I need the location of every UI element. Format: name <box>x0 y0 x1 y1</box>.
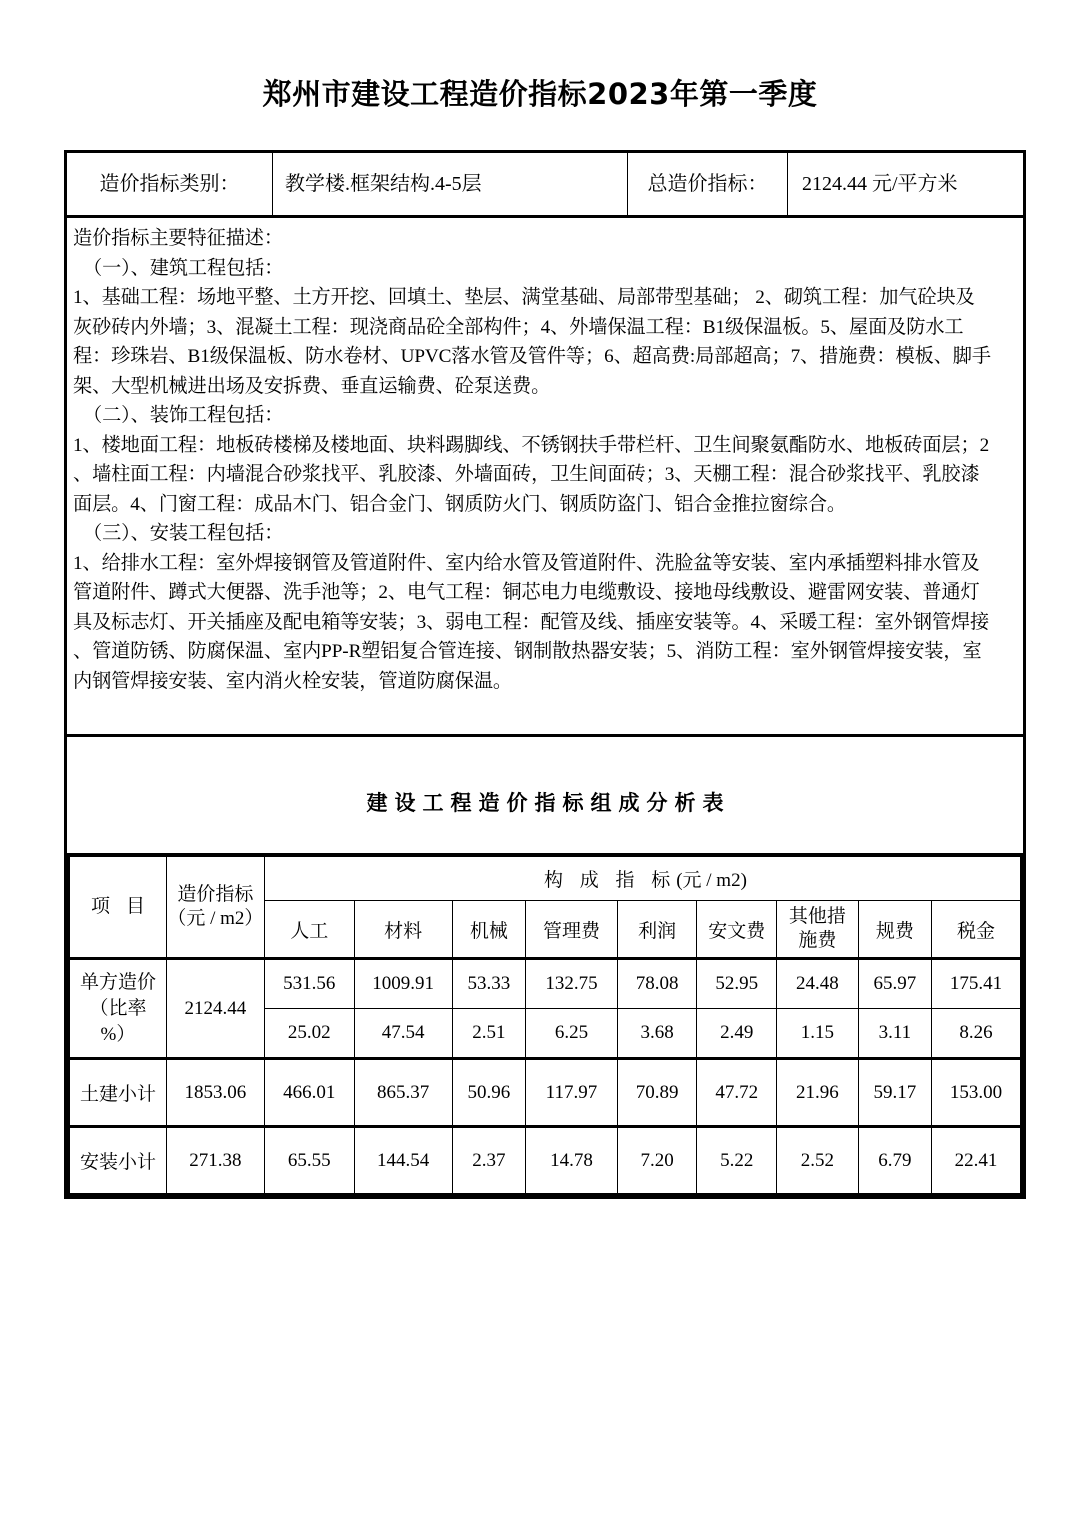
header-col-9: 税金 <box>932 901 1022 959</box>
cell-value: 52.95 <box>697 959 777 1009</box>
cost-composition-table <box>67 856 1023 1196</box>
description-line: 、管道防锈、防腐保温、室内PP-R塑铝复合管连接、钢制散热器安装；5、消防工程：室外钢管焊接安装，室 <box>73 641 982 662</box>
description-line: 面层。4、门窗工程：成品木门、铝合金门、钢质防火门、钢质防盗门、铝合金推拉窗综合。 <box>73 493 846 515</box>
row-index-value: 2124.44 <box>166 959 264 1059</box>
header-col-2: 材料 <box>354 901 452 959</box>
header-col-8: 规费 <box>858 901 931 959</box>
row-label-line: （比率 <box>89 997 147 1019</box>
description-block <box>67 218 1023 737</box>
description-lines <box>73 254 1017 697</box>
row-label-line: 单方造价 <box>79 971 156 993</box>
description-line: （一）、建筑工程包括： <box>83 257 284 279</box>
header-composition-unit: (元 / m2) <box>676 870 747 891</box>
header-item <box>69 857 167 959</box>
table-row <box>69 1127 1022 1195</box>
cell-value: 24.48 <box>777 959 859 1009</box>
report-frame <box>64 150 1026 1199</box>
cell-value: 2.52 <box>777 1127 859 1195</box>
table-body <box>69 959 1022 1195</box>
cell-value: 21.96 <box>777 1059 859 1127</box>
cell-value: 531.56 <box>264 959 354 1009</box>
header-item-text: 项 <box>90 896 126 917</box>
header-item-text2: 目 <box>125 896 145 917</box>
header-col-5: 利润 <box>617 901 697 959</box>
description-line: 灰砂砖内外墙；3、混凝土工程：现浇商品砼全部构件；4、外墙保温工程：B1级保温板。5、屋面及防水工 <box>73 316 964 338</box>
description-line: （二）、装饰工程包括： <box>83 405 284 426</box>
cell-value: 7.20 <box>617 1127 697 1195</box>
description-line: 1、楼地面工程：地板砖楼梯及楼地面、块料踢脚线、不锈钢扶手带栏杆、卫生间聚氨酯防水、地板砖面层；2 <box>73 434 990 456</box>
header-col-1: 人工 <box>264 901 354 959</box>
header-col-line: 其他措 <box>788 906 846 927</box>
cell-ratio-value: 1.15 <box>777 1009 859 1059</box>
description-line: 程：珍珠岩、B1级保温板、防水卷材、UPVC落水管及管件等；6、超高费:局部超高；7、措施费：模板、脚手 <box>73 346 991 367</box>
description-line: 架、大型机械进出场及安拆费、垂直运输费、砼泵送费。 <box>73 375 551 397</box>
header-composition-label: 构 成 指 标 <box>543 870 677 891</box>
cell-value: 144.54 <box>354 1127 452 1195</box>
cell-value: 466.01 <box>264 1059 354 1127</box>
table-row <box>69 1059 1022 1127</box>
header-col-7 <box>777 901 859 959</box>
header-cost-index <box>166 857 264 959</box>
page-title: 郑州市建设工程造价指标2023年第一季度 <box>262 77 818 111</box>
cell-value: 53.33 <box>452 959 525 1009</box>
description-line: 管道附件、蹲式大便器、洗手池等；2、电气工程：铜芯电力电缆敷设、接地母线敷设、避雷网安装、普通灯 <box>73 582 980 603</box>
cell-ratio-value: 2.51 <box>452 1009 525 1059</box>
description-heading: 造价指标主要特征描述： <box>73 228 283 249</box>
cell-value: 78.08 <box>617 959 697 1009</box>
cell-value: 1009.91 <box>354 959 452 1009</box>
header-composition-group <box>264 857 1021 901</box>
category-label: 造价指标类别： <box>67 153 273 215</box>
total-cost-label: 总造价指标： <box>628 153 788 215</box>
row-index-value: 1853.06 <box>166 1059 264 1127</box>
table-row <box>69 959 1022 1009</box>
cell-value: 14.78 <box>526 1127 618 1195</box>
row-label-unit-cost <box>69 959 167 1059</box>
cell-ratio-value: 8.26 <box>932 1009 1022 1059</box>
description-line: 、墙柱面工程：内墙混合砂浆找平、乳胶漆、外墙面砖，卫生间面砖；3、天棚工程：混合砂浆找平、乳胶漆 <box>73 464 980 485</box>
row-label-line: %） <box>100 1023 136 1045</box>
row-label: 土建小计 <box>69 1059 167 1127</box>
header-cost-index-line2: （元 / m2） <box>167 908 264 929</box>
cell-value: 70.89 <box>617 1059 697 1127</box>
cell-ratio-value: 3.68 <box>617 1009 697 1059</box>
cell-value: 22.41 <box>932 1127 1022 1195</box>
header-col-6: 安文费 <box>697 901 777 959</box>
cell-value: 47.72 <box>697 1059 777 1127</box>
cell-value: 65.55 <box>264 1127 354 1195</box>
description-spacer <box>73 696 1017 722</box>
cell-value: 132.75 <box>526 959 618 1009</box>
description-line: 1、基础工程：场地平整、土方开挖、回填土、垫层、满堂基础、局部带型基础； 2、砌筑工程：加气砼块及 <box>73 287 975 308</box>
table-header-group-row <box>69 857 1022 901</box>
cell-ratio-value: 47.54 <box>354 1009 452 1059</box>
cell-value: 865.37 <box>354 1059 452 1127</box>
cell-value: 6.79 <box>858 1127 931 1195</box>
cell-value: 5.22 <box>697 1127 777 1195</box>
description-line: 内钢管焊接安装、室内消火栓安装，管道防腐保温。 <box>73 670 513 692</box>
analysis-title-band <box>67 737 1023 856</box>
header-col-4: 管理费 <box>526 901 618 959</box>
row-index-value: 271.38 <box>166 1127 264 1195</box>
cell-value: 153.00 <box>932 1059 1022 1127</box>
cell-value: 65.97 <box>858 959 931 1009</box>
header-col-3: 机械 <box>452 901 525 959</box>
cell-value: 117.97 <box>526 1059 618 1127</box>
info-row <box>67 153 1023 218</box>
cell-ratio-value: 3.11 <box>858 1009 931 1059</box>
header-cost-index-line1: 造价指标 <box>177 884 254 905</box>
analysis-table-title: 建设工程造价指标组成分析表 <box>366 791 731 815</box>
cell-ratio-value: 2.49 <box>697 1009 777 1059</box>
description-line: 1、给排水工程：室外焊接钢管及管道附件、室内给水管及管道附件、洗脸盆等安装、室内承插塑料排水管及 <box>73 552 980 574</box>
cell-value: 59.17 <box>858 1059 931 1127</box>
cell-value: 175.41 <box>932 959 1022 1009</box>
header-col-line: 施费 <box>798 930 837 951</box>
row-label: 安装小计 <box>69 1127 167 1195</box>
category-value: 教学楼.框架结构.4-5层 <box>273 153 628 215</box>
cell-ratio-value: 25.02 <box>264 1009 354 1059</box>
cell-value: 50.96 <box>452 1059 525 1127</box>
description-line: 具及标志灯、开关插座及配电箱等安装；3、弱电工程：配管及线、插座安装等。4、采暖工程：室外钢管焊接 <box>73 611 990 633</box>
description-line: （三）、安装工程包括： <box>83 523 284 544</box>
cell-value: 2.37 <box>452 1127 525 1195</box>
cell-ratio-value: 6.25 <box>526 1009 618 1059</box>
total-cost-value: 2124.44 元/平方米 <box>802 173 958 195</box>
